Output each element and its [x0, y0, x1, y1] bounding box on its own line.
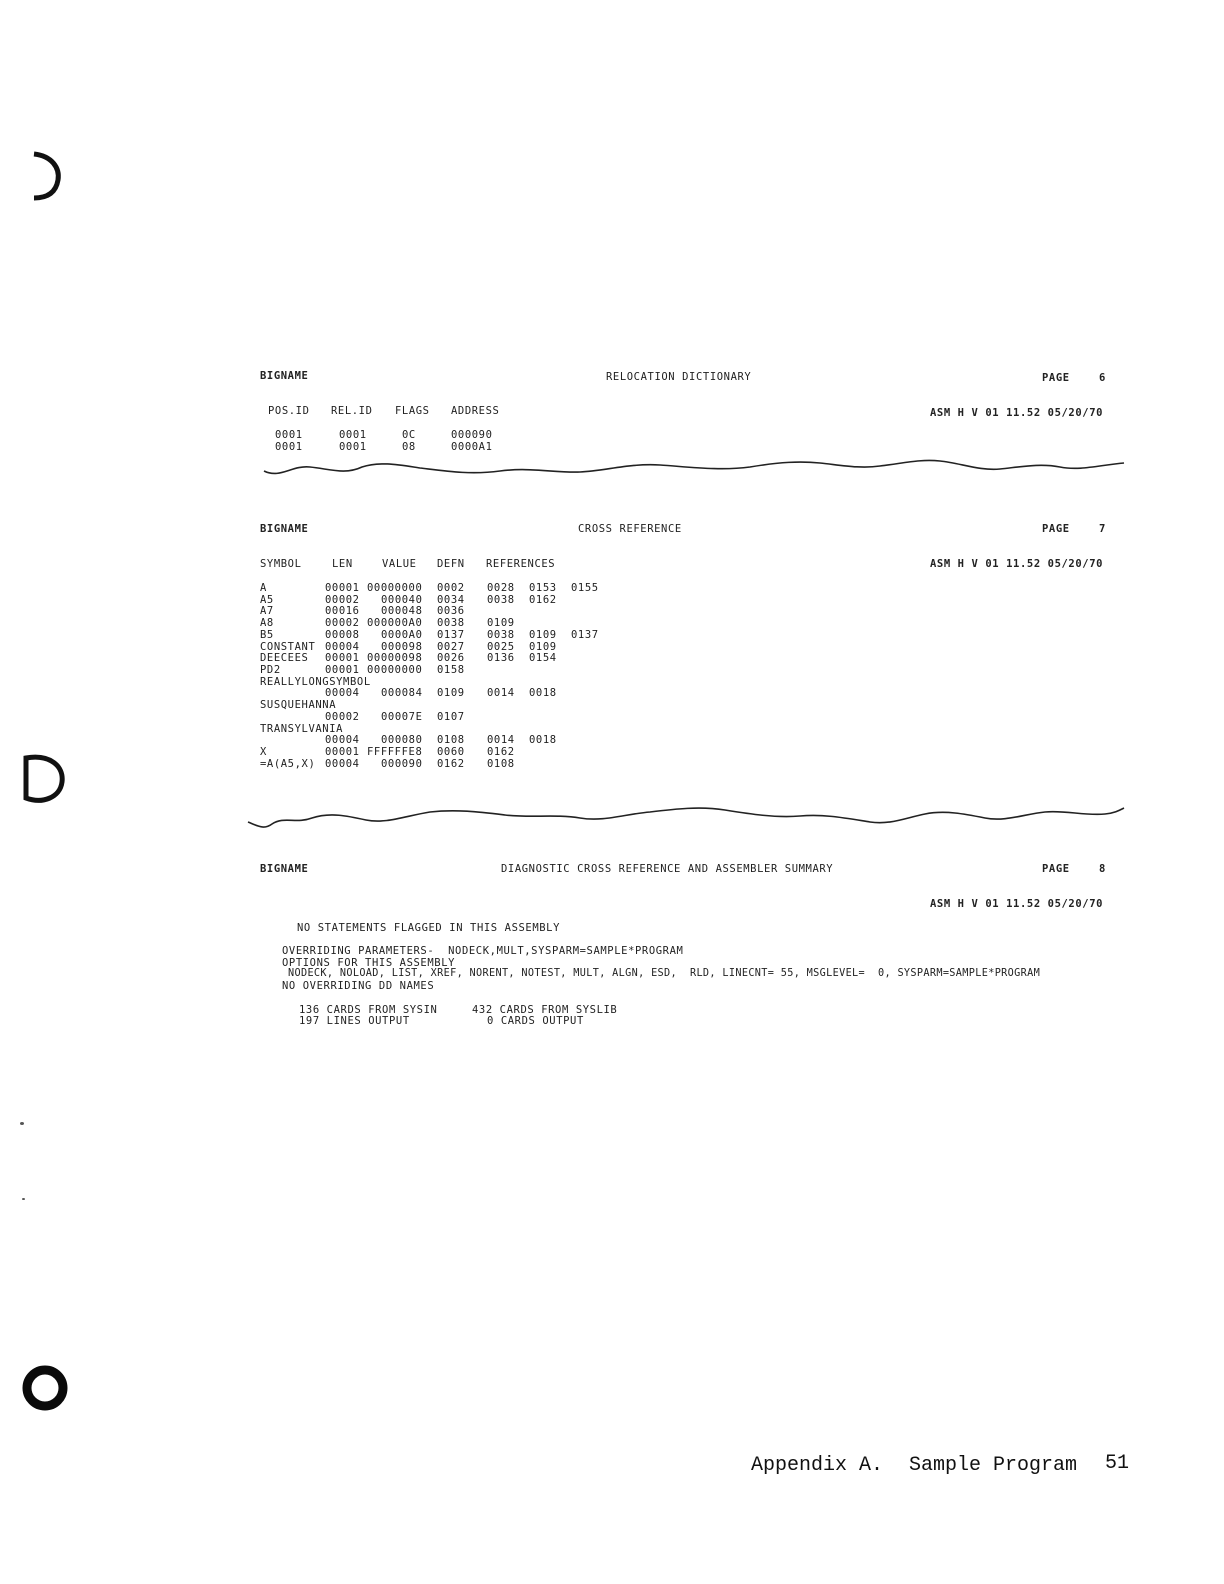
xref-symbol: CONSTANT	[260, 641, 316, 653]
s2-version: ASM H V 01 11.52 05/20/70	[930, 558, 1104, 570]
xref-defn: 0036	[437, 605, 465, 617]
xref-value: 000098	[381, 641, 423, 653]
s3-options: NODECK, NOLOAD, LIST, XREF, NORENT, NOTEST, MULT, ALGN, ESD, RLD, LINECNT= 55, MSGLEVEL= 0, SYSPARM=SAMPLE*PROGRAM	[288, 968, 1041, 979]
xref-len: 00004	[325, 734, 360, 746]
xref-len: 00004	[325, 758, 360, 770]
xref-symbol: =A(A5,X)	[260, 758, 316, 770]
s1-page-label: PAGE	[1042, 372, 1070, 384]
xref-ref: 0018	[529, 687, 557, 699]
xref-defn: 0027	[437, 641, 465, 653]
s3-no-dd-names: NO OVERRIDING DD NAMES	[282, 980, 435, 992]
xref-defn: 0108	[437, 734, 465, 746]
footer-page-number: 51	[1105, 1452, 1130, 1475]
xref-len: 00001	[325, 664, 360, 676]
xref-symbol: SUSQUEHANNA	[260, 699, 337, 711]
binder-hole-bottom-icon	[20, 1363, 70, 1413]
xref-value: 0000A0	[381, 629, 423, 641]
s1-col-header: ADDRESS	[451, 405, 500, 417]
xref-len: 00004	[325, 641, 360, 653]
xref-defn: 0162	[437, 758, 465, 770]
xref-len: 00002	[325, 711, 360, 723]
xref-ref: 0014	[487, 687, 515, 699]
s3-version: ASM H V 01 11.52 05/20/70	[930, 898, 1104, 910]
xref-ref: 0109	[529, 641, 557, 653]
xref-value: 000084	[381, 687, 423, 699]
s2-col-header: VALUE	[382, 558, 417, 570]
xref-symbol: REALLYLONGSYMBOL	[260, 676, 371, 688]
footer-section-title: Sample Program	[909, 1454, 1078, 1477]
xref-ref: 0018	[529, 734, 557, 746]
xref-ref: 0038	[487, 594, 515, 606]
s2-page-number: 7	[1099, 523, 1106, 535]
xref-ref: 0109	[487, 617, 515, 629]
s3-page-label: PAGE	[1042, 863, 1070, 875]
s3-cards-sysin: 136 CARDS FROM SYSIN	[299, 1004, 438, 1016]
s1-col-header: FLAGS	[395, 405, 430, 417]
s2-col-header: LEN	[332, 558, 353, 570]
s1-cell: 0001	[275, 441, 303, 453]
xref-ref: 0025	[487, 641, 515, 653]
s1-cell: 0000A1	[451, 441, 493, 453]
s1-version: ASM H V 01 11.52 05/20/70	[930, 407, 1104, 419]
s2-program-name: BIGNAME	[260, 523, 309, 535]
xref-defn: 0109	[437, 687, 465, 699]
xref-ref: 0155	[571, 582, 599, 594]
xref-value: 00000098	[367, 652, 423, 664]
xref-defn: 0002	[437, 582, 465, 594]
s3-cards-output: 0 CARDS OUTPUT	[487, 1015, 584, 1027]
xref-len: 00008	[325, 629, 360, 641]
s2-section-title: CROSS REFERENCE	[578, 523, 682, 535]
xref-ref: 0109	[529, 629, 557, 641]
xref-defn: 0034	[437, 594, 465, 606]
xref-value: FFFFFFE8	[367, 746, 423, 758]
s3-page-number: 8	[1099, 863, 1106, 875]
xref-ref: 0028	[487, 582, 515, 594]
s3-program-name: BIGNAME	[260, 863, 309, 875]
s3-section-title: DIAGNOSTIC CROSS REFERENCE AND ASSEMBLER SUMMARY	[501, 863, 834, 875]
s1-cell: 08	[402, 441, 416, 453]
xref-ref: 0108	[487, 758, 515, 770]
s3-overriding-parameters: OVERRIDING PARAMETERS- NODECK,MULT,SYSPARM=SAMPLE*PROGRAM	[282, 945, 684, 957]
xref-defn: 0026	[437, 652, 465, 664]
s1-section-title: RELOCATION DICTIONARY	[606, 371, 752, 383]
s1-cell: 0001	[275, 429, 303, 441]
s1-program-name: BIGNAME	[260, 370, 309, 382]
xref-symbol: X	[260, 746, 267, 758]
xref-symbol: A5	[260, 594, 274, 606]
tear-line-icon	[0, 455, 1224, 481]
xref-defn: 0137	[437, 629, 465, 641]
xref-len: 00002	[325, 594, 360, 606]
xref-len: 00002	[325, 617, 360, 629]
xref-defn: 0060	[437, 746, 465, 758]
s2-page-label: PAGE	[1042, 523, 1070, 535]
s3-lines-output: 197 LINES OUTPUT	[299, 1015, 410, 1027]
xref-ref: 0014	[487, 734, 515, 746]
xref-len: 00001	[325, 582, 360, 594]
s1-cell: 0001	[339, 429, 367, 441]
xref-value: 00000000	[367, 664, 423, 676]
xref-ref: 0162	[529, 594, 557, 606]
s1-cell: 000090	[451, 429, 493, 441]
xref-symbol: TRANSYLVANIA	[260, 723, 344, 735]
s2-col-header: SYMBOL	[260, 558, 302, 570]
tear-line-icon	[0, 800, 1224, 834]
xref-defn: 0107	[437, 711, 465, 723]
xref-defn: 0038	[437, 617, 465, 629]
footer-appendix-label: Appendix A.	[751, 1454, 884, 1477]
xref-ref: 0162	[487, 746, 515, 758]
xref-ref: 0038	[487, 629, 515, 641]
s2-col-header: DEFN	[437, 558, 465, 570]
xref-symbol: A7	[260, 605, 274, 617]
xref-ref: 0136	[487, 652, 515, 664]
xref-symbol: B5	[260, 629, 274, 641]
xref-ref: 0153	[529, 582, 557, 594]
xref-value: 00000000	[367, 582, 423, 594]
xref-value: 000080	[381, 734, 423, 746]
xref-value: 000040	[381, 594, 423, 606]
xref-symbol: DEECEES	[260, 652, 309, 664]
speck-mark	[22, 1198, 25, 1200]
speck-mark	[20, 1122, 24, 1125]
xref-symbol: A8	[260, 617, 274, 629]
xref-value: 000048	[381, 605, 423, 617]
xref-len: 00001	[325, 652, 360, 664]
xref-value: 00007E	[381, 711, 423, 723]
xref-ref: 0154	[529, 652, 557, 664]
s1-page-number: 6	[1099, 372, 1106, 384]
xref-defn: 0158	[437, 664, 465, 676]
s3-options-title: OPTIONS FOR THIS ASSEMBLY	[282, 957, 456, 969]
xref-len: 00004	[325, 687, 360, 699]
s3-cards-syslib: 432 CARDS FROM SYSLIB	[472, 1004, 618, 1016]
xref-symbol: A	[260, 582, 267, 594]
xref-symbol: PD2	[260, 664, 281, 676]
binder-hole-middle-icon	[20, 752, 70, 806]
s1-col-header: POS.ID	[268, 405, 310, 417]
s3-no-statements: NO STATEMENTS FLAGGED IN THIS ASSEMBLY	[297, 922, 561, 934]
xref-value: 000090	[381, 758, 423, 770]
s2-col-header: REFERENCES	[486, 558, 556, 570]
s1-cell: 0C	[402, 429, 416, 441]
xref-ref: 0137	[571, 629, 599, 641]
binder-hole-top-icon	[30, 150, 64, 202]
xref-len: 00001	[325, 746, 360, 758]
s1-cell: 0001	[339, 441, 367, 453]
s1-col-header: REL.ID	[331, 405, 373, 417]
xref-len: 00016	[325, 605, 360, 617]
xref-value: 000000A0	[367, 617, 423, 629]
